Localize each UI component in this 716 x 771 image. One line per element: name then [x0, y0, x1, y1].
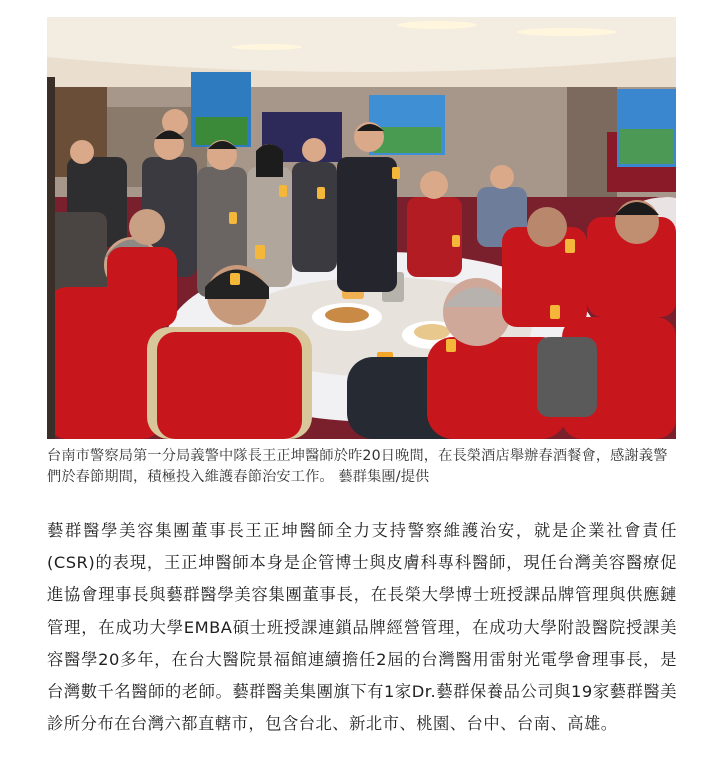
- banquet-photo: [47, 17, 676, 439]
- banquet-photo-illustration: [47, 17, 676, 439]
- article-body: 藝群醫學美容集團董事長王正坤醫師全力支持警察維護治安，就是企業社會責任(CSR)的表現，王正坤醫師本身是企管博士與皮膚科專科醫師，現任台灣美容醫療促進協會理事長與藝群醫學美容集團董事長，在長榮大學博士班授課品牌管理與供應鏈管理，在成功大學EMBA碩士班授課連鎖品牌經營管理，在成功大學附設醫院授課美容醫學20多年，在台大醫院景福館連續擔任2屆的台灣醫用雷射光電學會理事長，是台灣數千名醫師的老師。藝群醫美集團旗下有1家Dr.藝群保養品公司與19家藝群醫美診所分布在台灣六都直轄市，包含台北、新北市、桃園、台中、台南、高雄。: [47, 521, 677, 734]
- photo-caption: 台南市警察局第一分局義警中隊長王正坤醫師於昨20日晚間，在長榮酒店舉辦春酒餐會，感謝義警們於春節期間，積極投入維護春節治安工作。 藝群集團/提供: [47, 448, 668, 485]
